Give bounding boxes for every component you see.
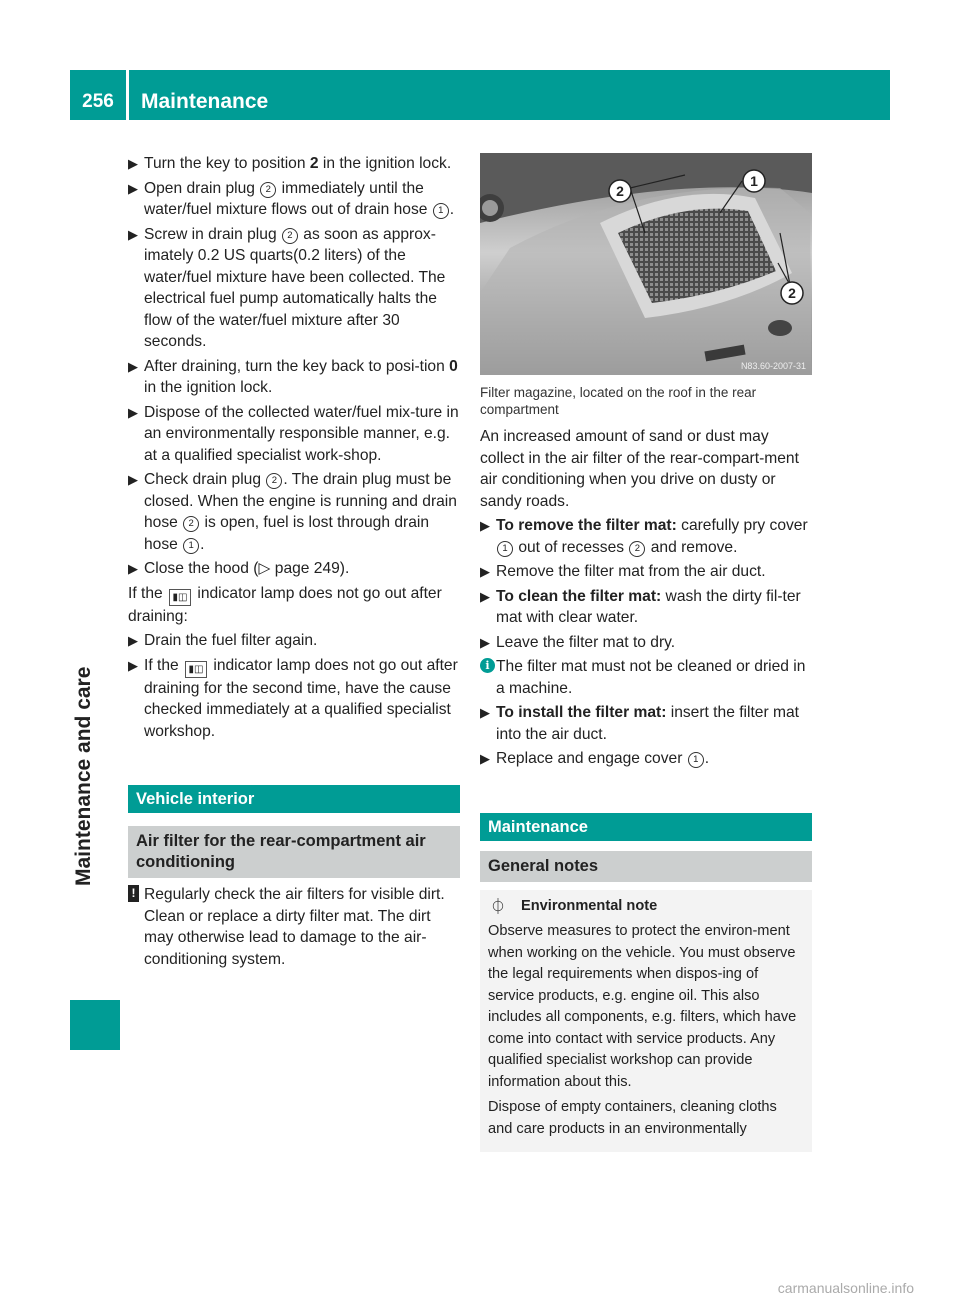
watermark: carmanualsonline.info xyxy=(777,1280,914,1296)
callout-number: 1 xyxy=(433,203,449,219)
callout-1: 1 xyxy=(750,173,758,189)
arrow-right-icon: ▶ xyxy=(480,518,490,533)
callout-number: 2 xyxy=(629,541,645,557)
arrow-right-icon: ▶ xyxy=(128,226,138,242)
step-item: ▶ Turn the key to position 2 in the ignition lock. xyxy=(128,153,460,175)
callout-2-top: 2 xyxy=(616,183,624,199)
arrow-right-icon: ▶ xyxy=(128,472,138,487)
page-number: 256 xyxy=(82,91,114,112)
filter-magazine-illustration xyxy=(480,153,812,375)
environmental-note-paragraph: Dispose of empty containers, cleaning cloths and care products in an environmentally xyxy=(488,1099,777,1137)
step-item: ▶ Replace and engage cover 1 . xyxy=(480,748,812,770)
side-tab-label: Maintenance and care xyxy=(72,666,95,886)
info-icon: i xyxy=(480,658,495,673)
section-heading: Vehicle interior xyxy=(128,785,460,813)
intro-paragraph: An increased amount of sand or dust may collect in the air filter of the rear-compart-ment air conditioning when you drive on dusty or sandy roads. xyxy=(480,428,799,510)
step-item: ▶ Check drain plug 2 . The drain plug must be closed. When the engine is running and drain hose 2 is open, fuel is lost through drain hose 1 . xyxy=(128,471,457,553)
step-item: ▶ Open drain plug 2 immediately until the water/fuel mixture flows out of drain hose 1 . xyxy=(128,179,455,218)
fuel-filter-lamp-icon: ▮◫ xyxy=(185,661,207,678)
callout-2-right: 2 xyxy=(788,285,796,301)
callout-number: 2 xyxy=(183,516,199,532)
environmental-note-heading: ⏀ Environmental note xyxy=(488,896,804,918)
image-code: N83.60-2007-31 xyxy=(740,361,806,371)
lamp-intro: If the ▮◫ indicator lamp does not go out after draining: xyxy=(128,584,442,625)
step-item: ▶ Leave the filter mat to dry. xyxy=(480,632,812,654)
section-heading: Maintenance xyxy=(480,813,812,841)
arrow-right-icon: ▶ xyxy=(480,751,490,766)
page-title: Maintenance xyxy=(141,90,269,113)
arrow-right-icon: ▶ xyxy=(128,561,138,576)
info-note: i The filter mat must not be cleaned or dried in a machine. xyxy=(480,656,812,699)
callout-number: 1 xyxy=(688,752,704,768)
page-ref-link[interactable]: page 249). xyxy=(270,560,350,577)
image-caption: Filter magazine, located on the roof in the rear compartment xyxy=(480,385,757,417)
arrow-right-icon: ▶ xyxy=(480,705,490,720)
callout-number: 2 xyxy=(266,473,282,489)
step-item: ▶ Screw in drain plug 2 as soon as approx-imately 0.2 US quarts(0.2 liters) of the water/fuel mixture have been collected. The electrical fuel pump automatically halts the flow of the water/fuel mixture after 30 seconds. xyxy=(128,225,446,350)
arrow-right-icon: ▶ xyxy=(128,633,138,648)
left-column xyxy=(128,153,460,973)
step-item: ▶ Drain the fuel filter again. xyxy=(128,630,460,652)
environmental-note xyxy=(480,890,812,1153)
fuel-filter-lamp-icon: ▮◫ xyxy=(169,589,191,606)
step-item: ▶ Dispose of the collected water/fuel mix-ture in an environmentally responsible manner, e.g. at a qualified specialist work-shop. xyxy=(128,403,459,464)
callout-number: 2 xyxy=(282,228,298,244)
subsection-heading: Air filter for the rear-compartment air conditioning xyxy=(128,826,460,878)
step-item: ▶ To clean the filter mat: wash the dirty fil-ter mat with clear water. xyxy=(480,587,801,626)
environmental-note-paragraph: Observe measures to protect the environ-ment when working on the vehicle. You must observe the legal requirements when dispos-ing of service products, e.g. engine oil. This also includes all components, e.g. filters, which have come into contact with service products. Any qualified specialist workshop can provide information about this. xyxy=(488,923,797,1090)
environment-icon: ⏀ xyxy=(490,898,507,916)
step-item: ▶ Close the hood (▷ page 249). xyxy=(128,558,460,580)
callout-number: 2 xyxy=(260,182,276,198)
arrow-right-icon: ▶ xyxy=(480,564,490,579)
side-tab-marker xyxy=(70,1000,120,1050)
arrow-right-icon: ▶ xyxy=(480,634,490,650)
callout-number: 1 xyxy=(183,538,199,554)
header-divider xyxy=(126,70,129,120)
right-column xyxy=(480,153,812,1152)
arrow-right-icon: ▶ xyxy=(128,404,138,420)
filter-magazine-image xyxy=(480,153,812,375)
step-item: ▶ To install the filter mat: insert the filter mat into the air duct. xyxy=(480,704,799,743)
warning-icon: ! xyxy=(128,885,139,902)
step-item: ▶ To remove the filter mat: carefully pry cover 1 out of recesses 2 and remove. xyxy=(480,517,808,556)
arrow-right-icon: ▶ xyxy=(128,657,138,673)
step-item: ▶ After draining, turn the key back to posi-tion 0 in the ignition lock. xyxy=(128,357,458,396)
arrow-right-icon: ▶ xyxy=(480,588,490,604)
step-item: ▶ Remove the filter mat from the air duct. xyxy=(480,561,812,583)
arrow-right-icon: ▶ xyxy=(128,358,138,374)
page-ref-icon: ▷ xyxy=(258,560,271,577)
side-tab xyxy=(72,666,120,940)
warning-note: ! Regularly check the air filters for visible dirt. Clean or replace a dirty filter mat. The dirt may otherwise lead to damage to the air-conditioning system. xyxy=(128,884,460,970)
callout-number: 1 xyxy=(497,541,513,557)
subsection-heading: General notes xyxy=(480,851,812,882)
arrow-right-icon: ▶ xyxy=(128,180,138,196)
arrow-right-icon: ▶ xyxy=(128,156,138,171)
step-item: ▶ If the ▮◫ indicator lamp does not go out after draining for the second time, have the cause checked immediately at a qualified specialist workshop. xyxy=(128,656,458,740)
